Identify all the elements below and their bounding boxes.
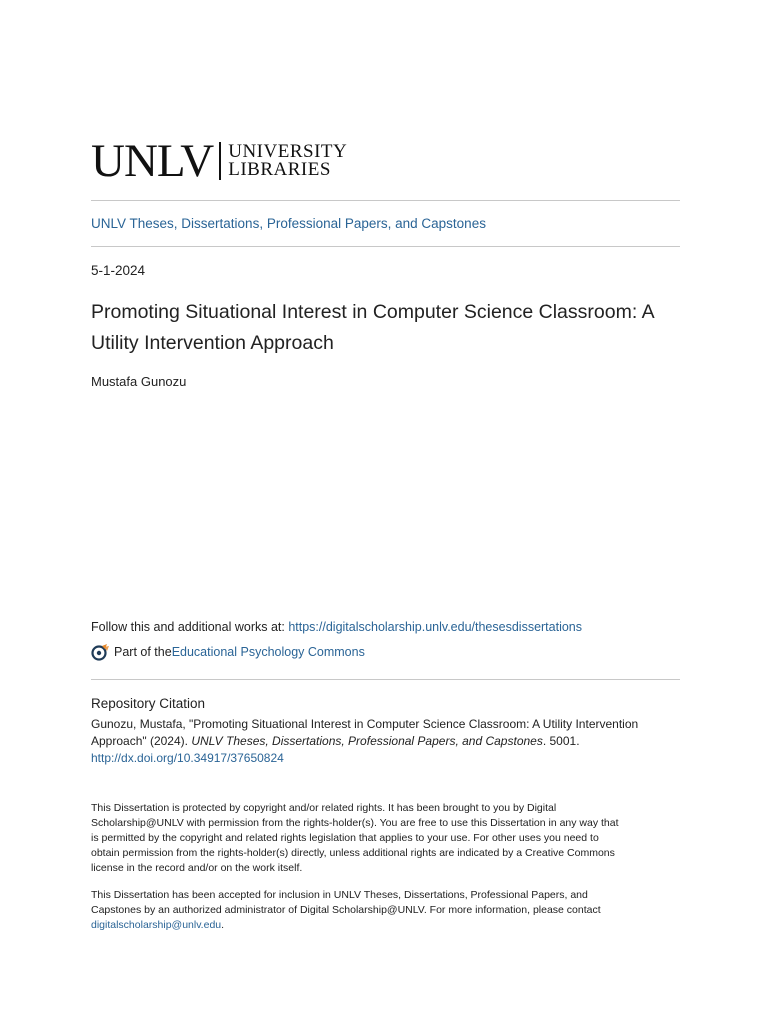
logo-libraries-text	[228, 143, 347, 179]
acceptance-line-2: Capstones by an authorized administrator of Digital Scholarship@UNLV. For more information, please contact	[91, 904, 601, 916]
acceptance-line-3	[91, 918, 691, 933]
rights-line: license in the record and/or on the work itself.	[91, 862, 303, 874]
educational-psychology-commons-link[interactable]: Educational Psychology Commons	[171, 645, 365, 659]
rights-line: This Dissertation is protected by copyright and/or related rights. It has been brought to you by Digital	[91, 802, 557, 814]
citation-line-2-suffix: . 5001.	[542, 734, 580, 748]
logo-unlv-text: UNLV	[91, 135, 214, 187]
divider-top	[91, 200, 680, 201]
repository-citation	[91, 716, 691, 767]
rights-line: Scholarship@UNLV with permission from the rights-holder(s). You are free to use this Dissertation in any way that	[91, 817, 619, 829]
logo-divider	[219, 142, 221, 180]
logo-libraries: LIBRARIES	[228, 159, 331, 180]
acceptance-statement	[91, 888, 691, 933]
acceptance-line-1: This Dissertation has been accepted for inclusion in UNLV Theses, Dissertations, Professional Papers, and	[91, 889, 588, 901]
follow-line	[91, 620, 582, 634]
doi-link[interactable]: http://dx.doi.org/10.34917/37650824	[91, 751, 284, 765]
follow-url-link[interactable]: https://digitalscholarship.unlv.edu/thesesdissertations	[288, 620, 583, 634]
divider-citation	[91, 679, 680, 680]
follow-prefix: Follow this and additional works at:	[91, 620, 289, 634]
title-line-2: Utility Intervention Approach	[91, 332, 334, 354]
series-link[interactable]: UNLV Theses, Dissertations, Professional Papers, and Capstones	[91, 216, 486, 231]
rights-line: is permitted by the copyright and related rights legislation that applies to your use. For other uses you need to	[91, 832, 599, 844]
repository-citation-heading: Repository Citation	[91, 696, 206, 711]
title-line-1: Promoting Situational Interest in Computer Science Classroom: A	[91, 301, 655, 323]
publication-date: 5-1-2024	[91, 263, 146, 278]
unlv-libraries-logo	[91, 135, 348, 187]
citation-series-italic: UNLV Theses, Dissertations, Professional Papers, and Capstones	[191, 734, 543, 748]
author-name: Mustafa Gunozu	[91, 374, 187, 389]
rights-statement	[91, 801, 691, 876]
document-title	[91, 297, 691, 359]
logo-university: UNIVERSITY	[228, 141, 348, 162]
part-of-line	[91, 643, 365, 661]
part-of-prefix: Part of the	[114, 645, 172, 659]
contact-email-link[interactable]: digitalscholarship@unlv.edu	[91, 919, 222, 931]
citation-line-2	[91, 733, 691, 750]
citation-line-1: Gunozu, Mustafa, "Promoting Situational Interest in Computer Science Classroom: A Utility Intervention	[91, 717, 639, 731]
bepress-commons-icon	[91, 643, 111, 661]
email-suffix: .	[221, 919, 225, 931]
citation-line-2-prefix: Approach" (2024).	[91, 734, 192, 748]
rights-line: obtain permission from the rights-holder(s) directly, unless additional rights are indicated by a Creative Commons	[91, 847, 615, 859]
divider-series	[91, 246, 680, 247]
